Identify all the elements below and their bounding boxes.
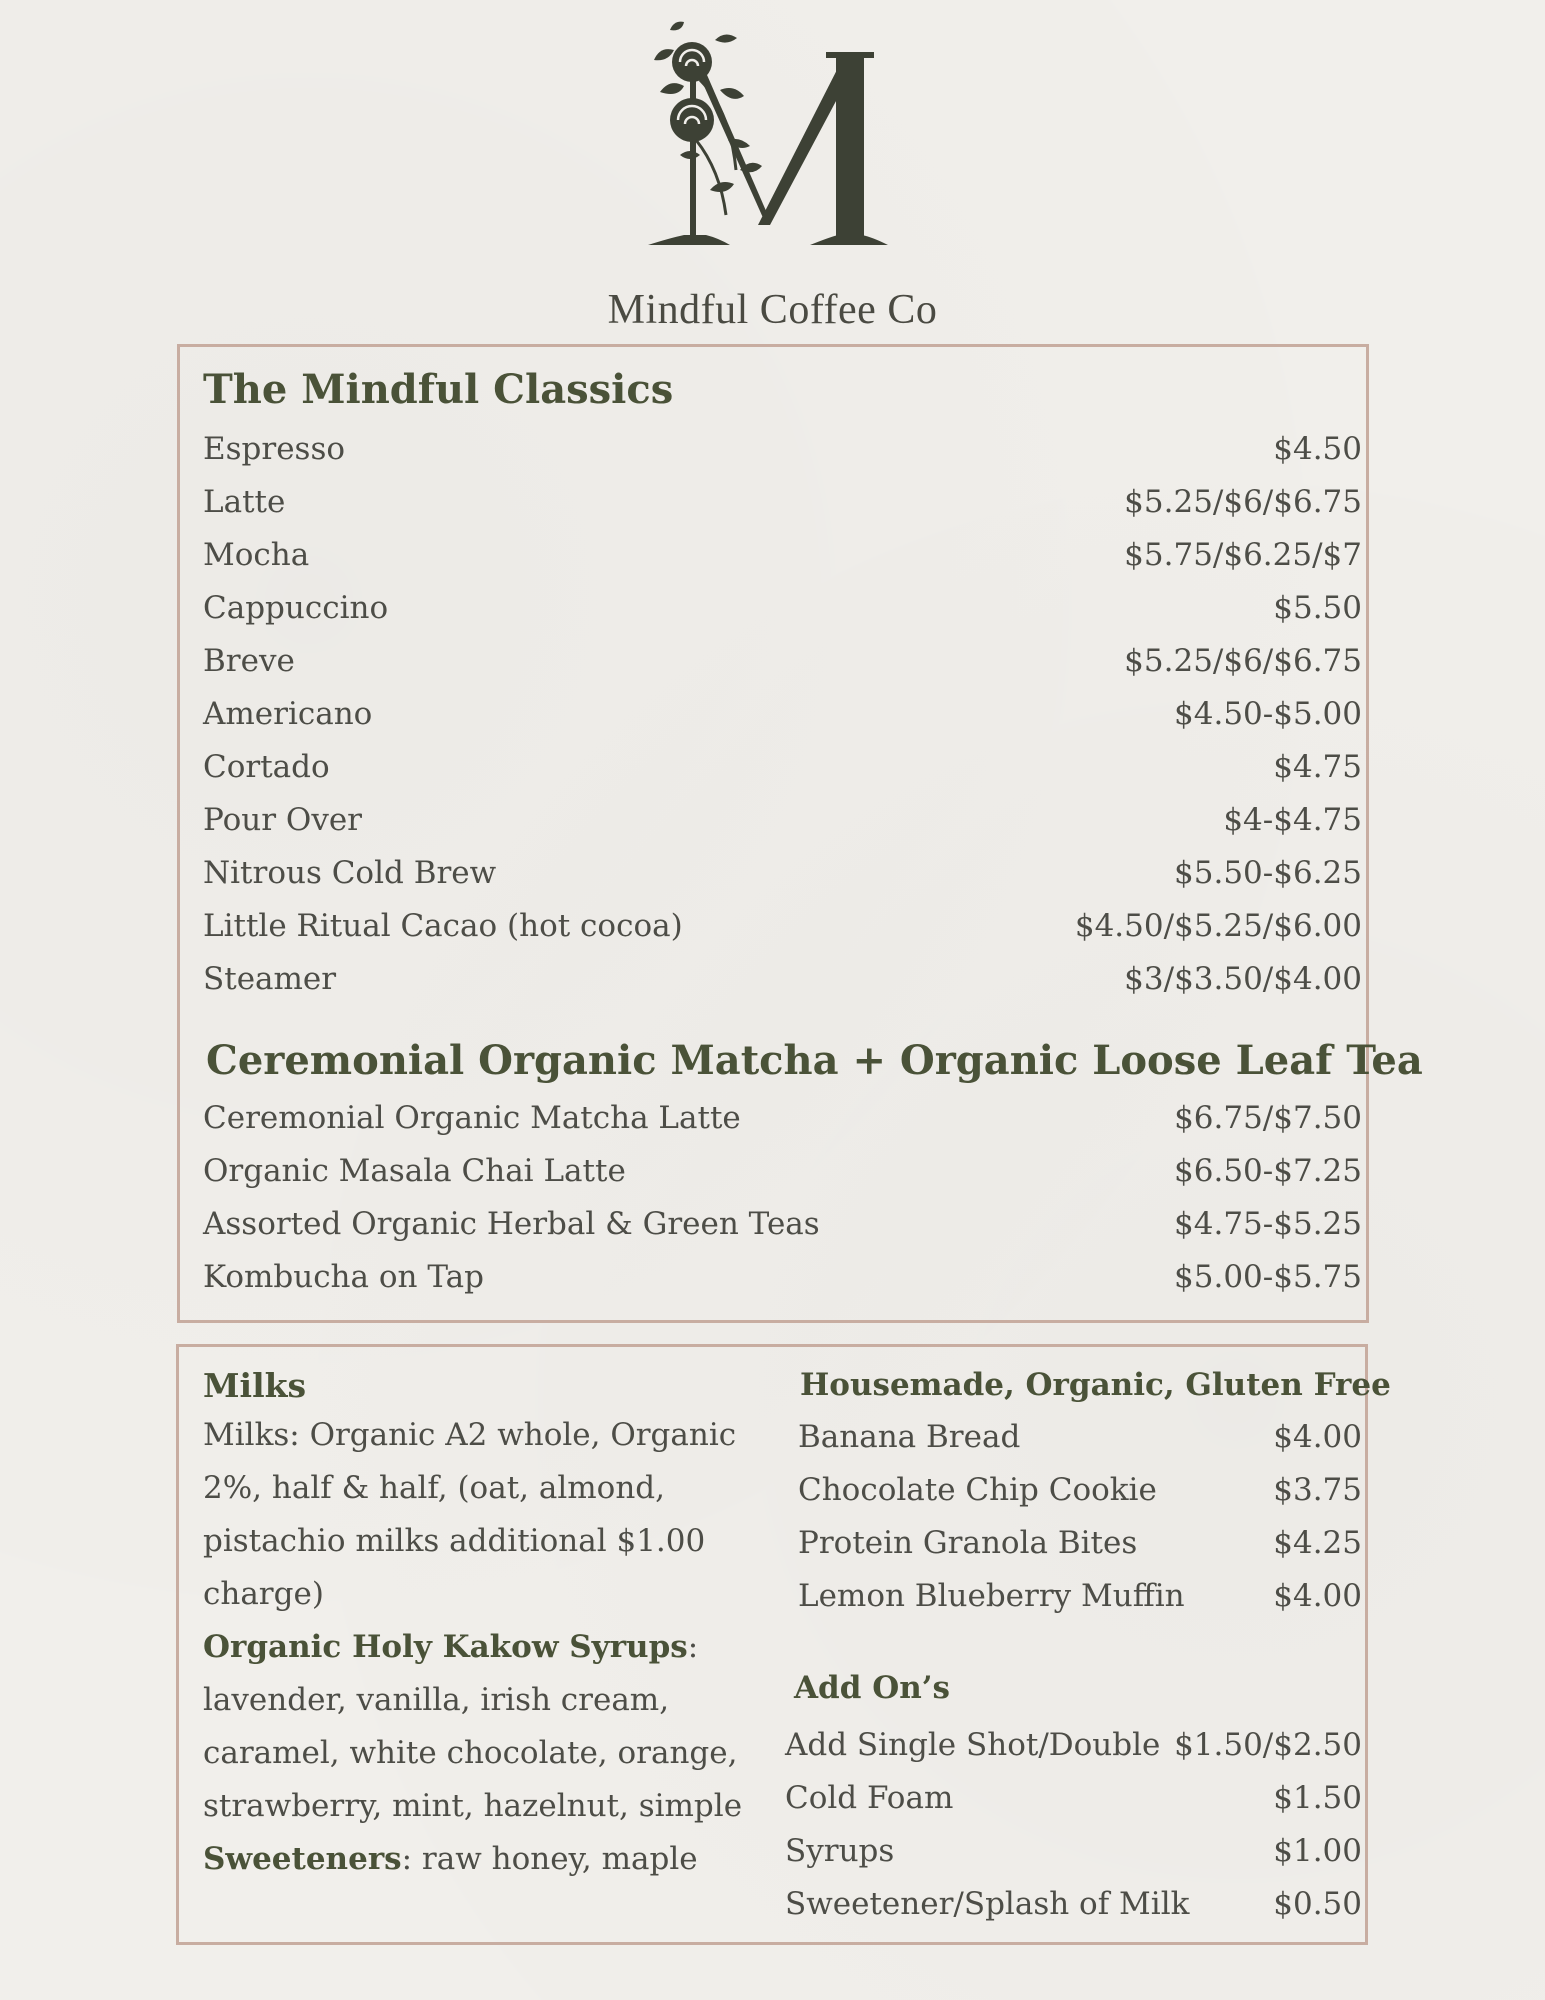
item-name: Lemon Blueberry Muffin [798,1578,1185,1614]
menu-item-row [203,537,1362,573]
menu-item-row [203,431,1362,467]
sweeteners-text: : raw honey, maple [401,1841,698,1877]
item-name: Little Ritual Cacao (hot cocoa) [203,908,683,944]
milks-label: Milks: [203,1417,300,1453]
rose-monogram-icon [640,20,900,260]
item-name: Protein Granola Bites [798,1525,1138,1561]
item-name: Pour Over [203,802,362,838]
item-price: $4-$4.75 [1223,802,1362,838]
item-name: Organic Masala Chai Latte [203,1153,626,1189]
item-price: $4.75 [1273,749,1362,785]
item-price: $5.25/$6/$6.75 [1124,484,1362,520]
menu-item-row [203,908,1362,944]
item-name: Syrups [785,1833,895,1869]
item-name: Cold Foam [785,1780,954,1816]
milks-text: Organic A2 whole, Organic 2%, half & half, (oat, almond, pistachio milks additional $1.00 charge) [203,1417,737,1612]
item-name: Chocolate Chip Cookie [798,1472,1157,1508]
menu-item-row [203,484,1362,520]
menu-item-row [203,749,1362,785]
item-name: Cortado [203,749,330,785]
item-price: $6.50-$7.25 [1174,1153,1362,1189]
item-name: Ceremonial Organic Matcha Latte [203,1100,741,1136]
syrups-text: : lavender, vanilla, irish cream, caramel, white chocolate, orange, strawberry, mint, hazelnut, simple [203,1629,743,1824]
item-price: $4.50 [1273,431,1362,467]
item-name: Add Single Shot/Double [785,1727,1161,1763]
item-price: $6.75/$7.50 [1174,1100,1362,1136]
item-name: Assorted Organic Herbal & Green Teas [203,1206,820,1242]
item-name: Latte [203,484,286,520]
item-name: Mocha [203,537,310,573]
menu-item-row [798,1578,1362,1614]
sweeteners-label: Sweeteners [203,1841,402,1877]
item-price: $4.00 [1273,1419,1362,1455]
logo [0,20,1545,333]
item-price: $4.00 [1273,1578,1362,1614]
menu-item-row [203,1259,1362,1295]
menu-item-row [203,643,1362,679]
item-price: $5.50-$6.25 [1174,855,1362,891]
item-price: $3.75 [1273,1472,1362,1508]
menu-item-row [203,590,1362,626]
menu-item-row [785,1780,1362,1816]
item-name: Espresso [203,431,346,467]
item-price: $3/$3.50/$4.00 [1124,961,1362,997]
item-name: Banana Bread [798,1419,1021,1455]
menu-item-row [203,961,1362,997]
syrups-label: Organic Holy Kakow Syrups [203,1629,688,1665]
menu-item-row [203,1206,1362,1242]
item-price: $1.00 [1273,1833,1362,1869]
item-price: $1.50 [1273,1780,1362,1816]
milks-description [203,1409,763,1886]
addons-title: Add On’s [794,1670,950,1706]
item-price: $4.75-$5.25 [1174,1206,1362,1242]
menu-item-row [203,802,1362,838]
menu-item-row [798,1525,1362,1561]
item-price: $4.50-$5.00 [1174,696,1362,732]
menu-item-row [798,1472,1362,1508]
item-name: Steamer [203,961,337,997]
menu-item-row [785,1886,1362,1922]
item-name: Cappuccino [203,590,389,626]
item-price: $0.50 [1273,1886,1362,1922]
item-name: Nitrous Cold Brew [203,855,497,891]
item-price: $5.50 [1273,590,1362,626]
item-price: $5.25/$6/$6.75 [1124,643,1362,679]
milks-title: Milks [203,1366,307,1405]
baked-title: Housemade, Organic, Gluten Free [800,1367,1391,1403]
item-name: Kombucha on Tap [203,1259,484,1295]
item-name: Breve [203,643,295,679]
menu-item-row [785,1833,1362,1869]
menu-item-row [203,855,1362,891]
menu-item-row [203,696,1362,732]
item-price: $1.50/$2.50 [1174,1727,1362,1763]
item-price: $4.25 [1273,1525,1362,1561]
brand-name: Mindful Coffee Co [607,287,938,333]
item-name: Americano [203,696,373,732]
menu-item-row [203,1153,1362,1189]
menu-item-row [798,1419,1362,1455]
item-price: $5.75/$6.25/$7 [1124,537,1362,573]
item-price: $5.00-$5.75 [1174,1259,1362,1295]
menu-item-row [203,1100,1362,1136]
item-name: Sweetener/Splash of Milk [785,1886,1190,1922]
item-price: $4.50/$5.25/$6.00 [1074,908,1362,944]
menu-item-row [785,1727,1362,1763]
tea-title: Ceremonial Organic Matcha + Organic Loose Leaf Tea [206,1037,1423,1084]
classics-title: The Mindful Classics [203,366,674,413]
